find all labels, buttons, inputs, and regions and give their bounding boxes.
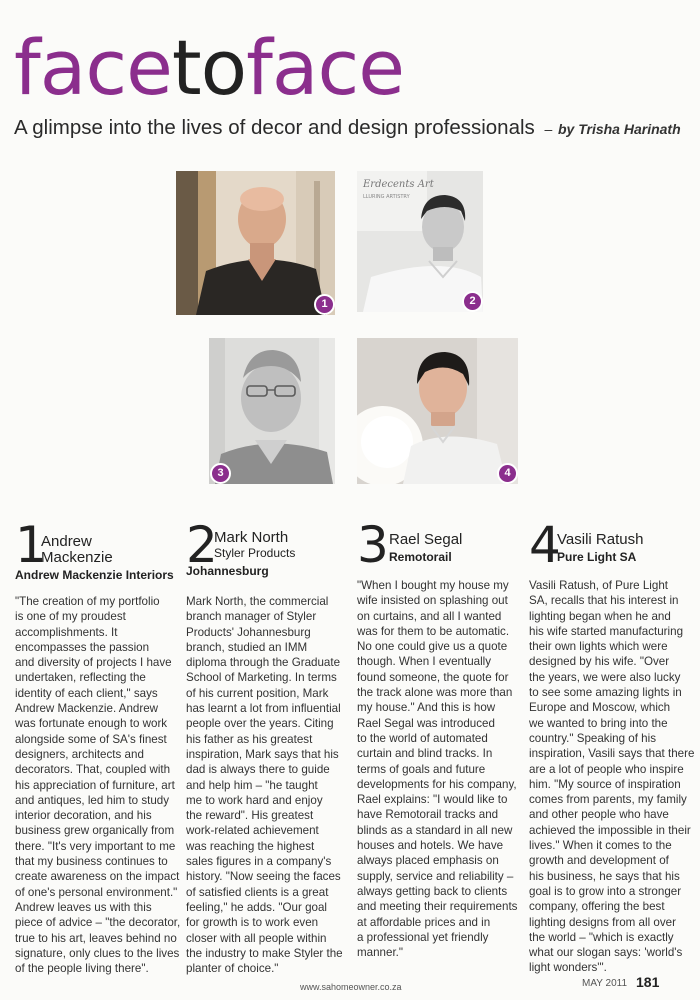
body-line: country." Speaking of his — [529, 731, 656, 745]
body-line: what our slogan says: 'world's — [529, 946, 683, 960]
body-line: a professional yet friendly — [357, 930, 489, 944]
profile-name-1-line-1: Andrew — [41, 533, 92, 550]
body-line: my house." And this is how — [357, 701, 496, 715]
body-line: we wanted to bring into the — [529, 716, 668, 730]
body-line: and meeting their requirements — [357, 900, 518, 914]
footer-url: www.sahomeowner.co.za — [300, 982, 402, 992]
body-line: that my business continues to — [15, 855, 168, 869]
body-line: the reward". His greatest — [186, 809, 314, 823]
body-line: lives." When it comes to the — [529, 839, 672, 853]
profile-company-2 — [186, 546, 295, 578]
body-line: houses and hotels. We have — [357, 839, 504, 853]
body-line: branch, studied an IMM — [186, 640, 308, 654]
body-line: found someone, the quote for — [357, 670, 509, 684]
body-line: and help him – "he taught — [186, 778, 318, 792]
profile-column-2 — [186, 516, 346, 976]
portrait-photo-2 — [357, 171, 483, 312]
profile-company-1: Andrew Mackenzie Interiors — [15, 568, 174, 582]
body-line: create awareness on the impact — [15, 870, 180, 884]
body-line: comes from parents, my family — [529, 793, 687, 807]
profile-body-3 — [357, 578, 517, 960]
portrait-photo-4 — [357, 338, 518, 484]
body-line: "The creation of my portfolio — [15, 595, 160, 608]
body-line: his father as his greatest — [186, 732, 313, 746]
body-line: accomplishments. It — [15, 625, 118, 639]
body-line: designed by his wife. "Over — [529, 655, 670, 669]
body-line: true to his art, leaves behind no — [15, 931, 177, 945]
body-line: goal is to grow into a stronger — [529, 884, 682, 898]
body-line: and other people who have — [529, 808, 669, 822]
body-line: Andrew leaves us with this — [15, 900, 152, 914]
body-line: their own lights which were — [529, 640, 668, 654]
body-line: Andrew Mackenzie. Andrew — [15, 702, 159, 716]
body-line: sales figures in a company's — [186, 855, 332, 869]
body-line: branch manager of Styler — [186, 610, 317, 624]
body-line: and diversity of projects I have — [15, 656, 172, 670]
body-line: feeling," he adds. "Our goal — [186, 900, 328, 914]
body-line: Europe and Moscow, which — [529, 701, 671, 715]
body-line: undertaken, reflecting the — [15, 671, 146, 685]
profile-body-1 — [15, 594, 180, 976]
profile-company-2-line-2: Johannesburg — [186, 564, 269, 578]
body-line: signature, only clues to the lives — [15, 946, 180, 960]
body-line: his wife started manufacturing — [529, 624, 684, 638]
body-line: Vasili Ratush, of Pure Light — [529, 579, 668, 592]
body-line: though. When I eventually — [357, 655, 492, 669]
profile-name-4: Vasili Ratush — [557, 531, 644, 548]
body-line: the years, we were also lucky — [529, 670, 681, 684]
body-line: has learnt a lot from influential — [186, 702, 341, 716]
body-line: interior decoration, and his — [15, 809, 152, 823]
profile-number-2: 2 — [186, 516, 218, 574]
photo-badge-4: 4 — [497, 463, 518, 484]
portrait-3-image — [209, 338, 335, 484]
body-line: and antiques, led him to study — [15, 793, 170, 807]
body-line: Rael explains: "I would like to — [357, 793, 508, 807]
body-line: people over the years. Citing — [186, 717, 334, 731]
profile-body-4 — [529, 578, 694, 976]
profile-number-3: 3 — [357, 516, 389, 574]
subtitle — [14, 116, 681, 140]
body-line: always placed emphasis on — [357, 854, 499, 868]
profile-heading-2 — [186, 516, 346, 582]
body-line: me to work hard and enjoy — [186, 793, 323, 807]
body-line: decorators. That, coupled with — [15, 763, 171, 777]
body-line: Products' Johannesburg — [186, 625, 311, 639]
profile-column-4 — [529, 516, 695, 975]
body-line: growth and development of — [529, 854, 669, 868]
body-line: SA, recalls that his interest in — [529, 594, 679, 608]
body-line: have Remotorail tracks and — [357, 808, 499, 822]
body-line: the world – "which is exactly — [529, 930, 674, 944]
body-line: always getting back to clients — [357, 884, 508, 898]
portrait-2-image — [357, 171, 483, 312]
page-number: 181 — [636, 974, 660, 990]
body-line: supply, service and reliability – — [357, 869, 514, 883]
byline: by Trisha Harinath — [557, 121, 681, 137]
body-line: developments for his company, — [357, 777, 517, 791]
profile-number-4: 4 — [529, 516, 561, 574]
body-line: Mark North, the commercial — [186, 595, 329, 608]
body-line: light wonders'". — [529, 961, 607, 975]
body-line: history. "Now seeing the faces — [186, 870, 341, 884]
profile-number-1: 1 — [15, 516, 47, 574]
body-line: of his current position, Mark — [186, 686, 329, 700]
body-line: on curtains, and all I wanted — [357, 609, 502, 623]
profile-name-1 — [41, 534, 113, 566]
body-line: is one of my proudest — [15, 610, 126, 624]
profile-name-1-line-2: Mackenzie — [41, 549, 113, 566]
portrait-4-image — [357, 338, 518, 484]
portrait-photo-1 — [176, 171, 335, 315]
body-line: was for them to be automatic. — [357, 624, 510, 638]
profile-heading-3 — [357, 516, 517, 582]
body-line: him. "My source of inspiration — [529, 777, 681, 791]
body-line: of the people living there". — [15, 962, 149, 976]
body-line: there. "It's very important to me — [15, 839, 176, 853]
body-line: to see some amazing lights in — [529, 686, 682, 700]
body-line: the industry to make Styler the — [186, 946, 343, 960]
sign-text-line1: Erdecents Art — [363, 179, 434, 190]
body-line: lighting designs from all over — [529, 915, 676, 929]
body-line: alongside some of SA's finest — [15, 732, 167, 746]
profile-name-2: Mark North — [214, 529, 289, 546]
photo-badge-1: 1 — [314, 294, 335, 315]
title-part-face-2: face — [246, 23, 405, 112]
body-line: work-related achievement — [186, 824, 319, 838]
profile-company-3: Remotorail — [389, 550, 452, 564]
body-line: identity of each client," says — [15, 686, 158, 700]
profile-heading-1 — [15, 516, 175, 582]
body-line: lighting began when he and — [529, 609, 671, 623]
profile-column-3 — [357, 516, 518, 960]
subtitle-dash: – — [544, 121, 553, 137]
body-line: encompasses the passion — [15, 640, 150, 654]
profile-column-1 — [15, 516, 181, 976]
photo-badge-2: 2 — [462, 291, 483, 312]
body-line: dad is always there to guide — [186, 763, 330, 777]
title-part-to: to — [171, 23, 247, 112]
body-line: his business, he says that his — [529, 869, 680, 883]
body-line: curtain and blind tracks. In — [357, 747, 493, 761]
body-line: for growth is to work even — [186, 916, 319, 930]
profile-body-2 — [186, 594, 343, 976]
profile-heading-4 — [529, 516, 689, 582]
body-line: No one could give us a quote — [357, 640, 508, 654]
photo-badge-3: 3 — [210, 463, 231, 484]
body-line: terms of goals and future — [357, 762, 486, 776]
body-line: manner." — [357, 946, 404, 960]
body-line: inspiration, Vasili says that there — [529, 747, 695, 761]
body-line: was reaching the highest — [186, 839, 315, 853]
body-line: closer with all people within — [186, 931, 327, 945]
body-line: to the world of automated — [357, 731, 488, 745]
subtitle-text: A glimpse into the lives of decor and design professionals — [14, 116, 535, 139]
body-line: are a lot of people who inspire — [529, 762, 684, 776]
sign-text-line2: LLURING ARTISTRY — [363, 194, 410, 200]
body-line: planter of choice." — [186, 962, 279, 976]
body-line: the track alone was more than — [357, 686, 513, 700]
body-line: Rael Segal was introduced — [357, 716, 495, 730]
page-title — [14, 23, 405, 112]
title-part-face: face — [14, 23, 172, 112]
body-line: of one's personal environment." — [15, 885, 178, 899]
footer-date: MAY 2011 — [582, 978, 628, 989]
body-line: at affordable prices and in — [357, 915, 491, 929]
body-line: designers, architects and — [15, 747, 144, 761]
profile-company-2-line-1: Styler Products — [214, 546, 296, 560]
portrait-photo-3 — [209, 338, 335, 484]
profile-company-4: Pure Light SA — [557, 550, 637, 564]
body-line: blinds as a standard in all new — [357, 823, 513, 837]
body-line: business grew organically from — [15, 824, 175, 838]
body-line: wife insisted on splashing out — [357, 594, 508, 608]
body-line: of satisfied clients is a great — [186, 885, 329, 899]
body-line: piece of advice – "the decorator, — [15, 916, 181, 930]
body-line: was fortunate enough to work — [15, 717, 168, 731]
body-line: achieved the impossible in their — [529, 823, 691, 837]
body-line: his appreciation of furniture, art — [15, 778, 175, 792]
body-line: School of Marketing. In terms — [186, 671, 337, 685]
profile-name-3: Rael Segal — [389, 531, 463, 548]
body-line: "When I bought my house my — [357, 579, 509, 592]
body-line: diploma through the Graduate — [186, 656, 341, 670]
body-line: company, offering the best — [529, 900, 665, 914]
portrait-1-image — [176, 171, 335, 315]
body-line: inspiration, Mark says that his — [186, 747, 339, 761]
